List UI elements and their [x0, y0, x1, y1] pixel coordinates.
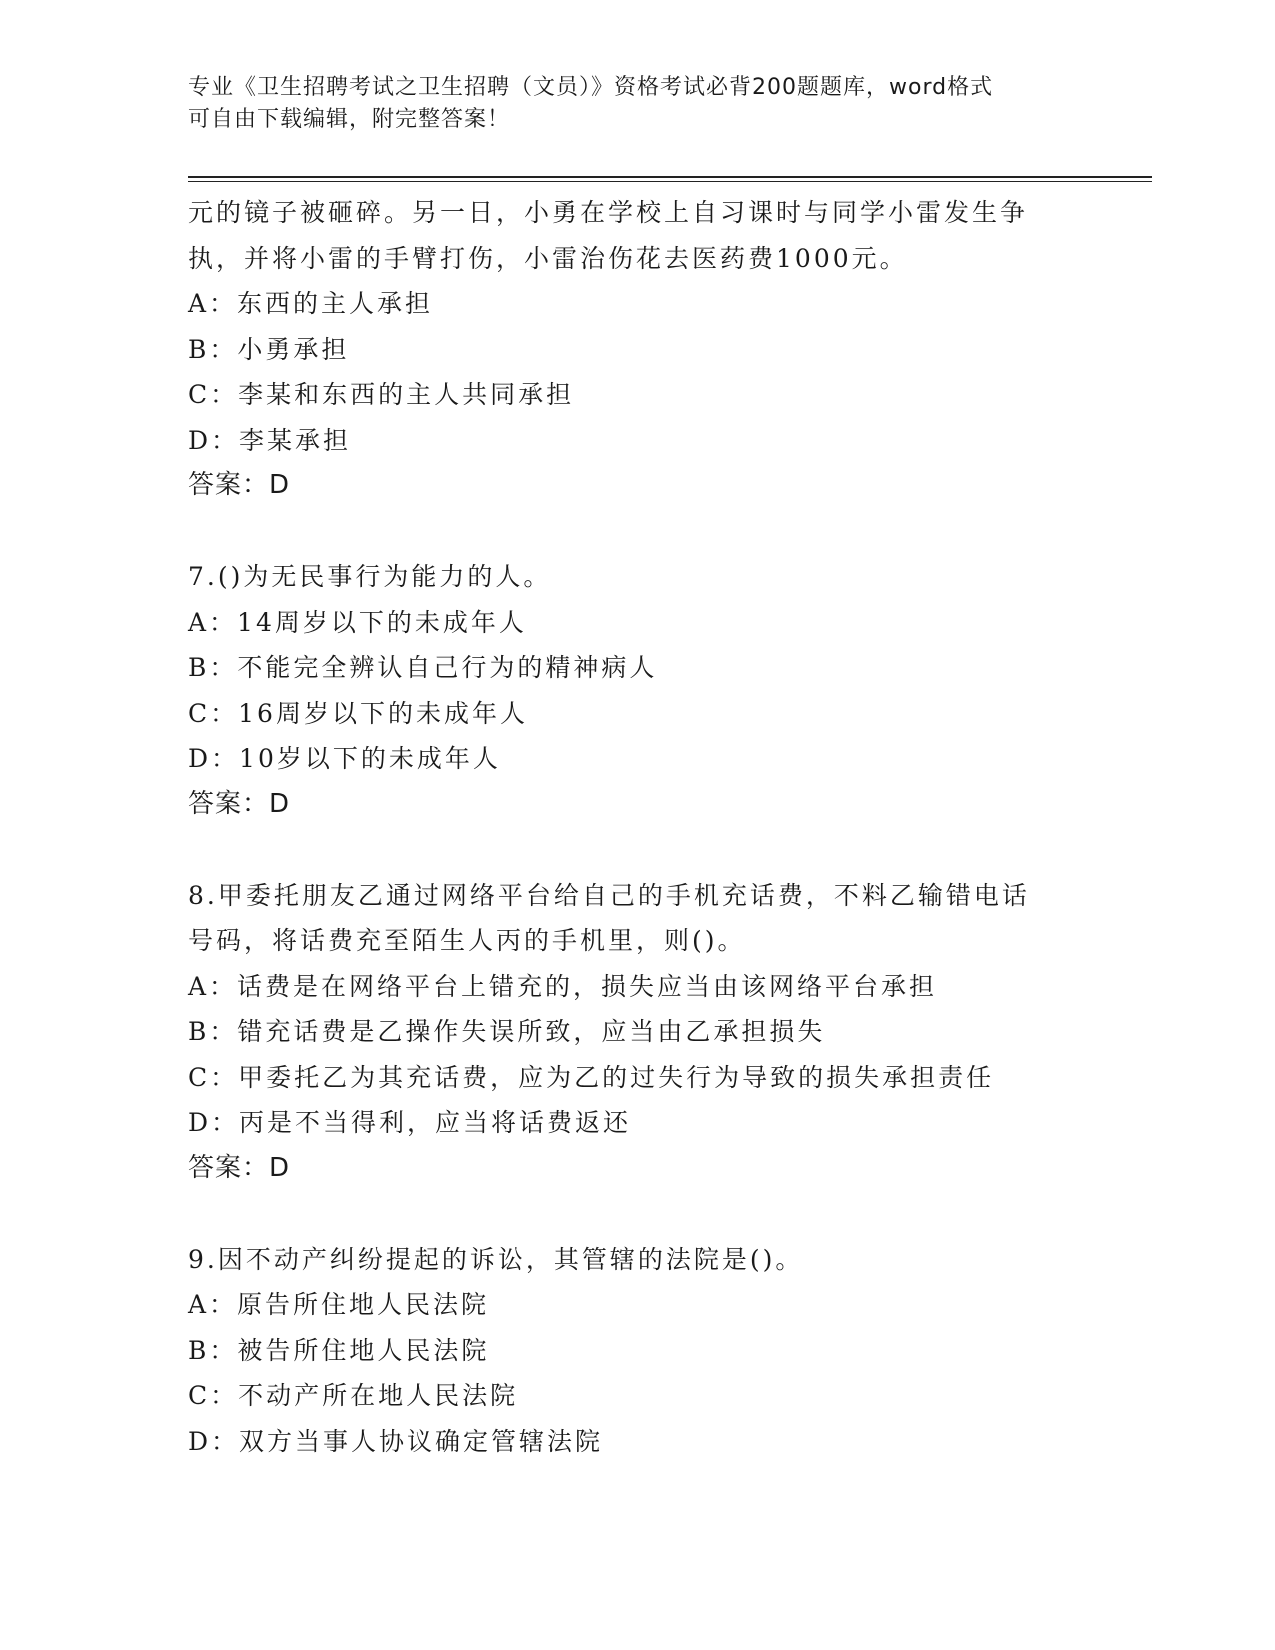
question-stem-line: 执，并将小雷的手臂打伤，小雷治伤花去医药费1000元。 — [188, 243, 908, 273]
header-divider-thick — [188, 176, 1152, 178]
spacer — [188, 509, 1088, 555]
option-d: D：李某承担 — [188, 425, 352, 455]
question-stem-line: 号码，将话费充至陌生人丙的手机里，则()。 — [188, 926, 746, 955]
question-6-continuation — [188, 190, 1088, 509]
spacer — [188, 827, 1088, 873]
option-a: A：14周岁以下的未成年人 — [188, 607, 527, 637]
spacer — [188, 1191, 1088, 1237]
question-stem: 9.因不动产纠纷提起的诉讼，其管辖的法院是()。 — [188, 1244, 804, 1274]
option-c: C：16周岁以下的未成年人 — [188, 698, 528, 728]
question-8 — [188, 873, 1088, 1192]
answer-line: 答案：D — [188, 788, 291, 819]
page-header — [188, 72, 1088, 136]
option-c: C：不动产所在地人民法院 — [188, 1381, 519, 1410]
question-stem-line: 8.甲委托朋友乙通过网络平台给自己的手机充话费，不料乙输错电话 — [188, 880, 1030, 910]
header-divider-thin — [188, 181, 1152, 182]
option-a: A：东西的主人承担 — [188, 289, 434, 318]
option-a: A：话费是在网络平台上错充的，损失应当由该网络平台承担 — [188, 971, 938, 1001]
option-c: C：甲委托乙为其充话费，应为乙的过失行为导致的损失承担责任 — [188, 1062, 995, 1092]
question-9 — [188, 1237, 1088, 1465]
question-content — [188, 190, 1088, 1464]
answer-line: 答案：D — [188, 470, 291, 500]
question-stem: 7.()为无民事行为能力的人。 — [188, 562, 552, 591]
question-7 — [188, 554, 1088, 827]
option-d: D：丙是不当得利，应当将话费返还 — [188, 1108, 632, 1137]
option-b: B：被告所住地人民法院 — [188, 1335, 490, 1365]
answer-line: 答案：D — [188, 1152, 291, 1183]
header-line-1: 专业《卫生招聘考试之卫生招聘（文员）》资格考试必背200题题库，word格式 — [188, 75, 994, 100]
option-c: C：李某和东西的主人共同承担 — [188, 380, 575, 409]
option-d: D：双方当事人协议确定管辖法院 — [188, 1426, 604, 1456]
option-a: A：原告所住地人民法院 — [188, 1290, 490, 1319]
question-stem-line: 元的镜子被砸碎。另一日，小勇在学校上自习课时与同学小雷发生争 — [188, 198, 1029, 227]
option-b: B：不能完全辨认自己行为的精神病人 — [188, 653, 658, 682]
header-line-2: 可自由下载编辑，附完整答案！ — [188, 107, 511, 132]
option-b: B：小勇承担 — [188, 334, 350, 364]
option-b: B：错充话费是乙操作失误所致，应当由乙承担损失 — [188, 1017, 826, 1046]
option-d: D：10岁以下的未成年人 — [188, 744, 501, 773]
